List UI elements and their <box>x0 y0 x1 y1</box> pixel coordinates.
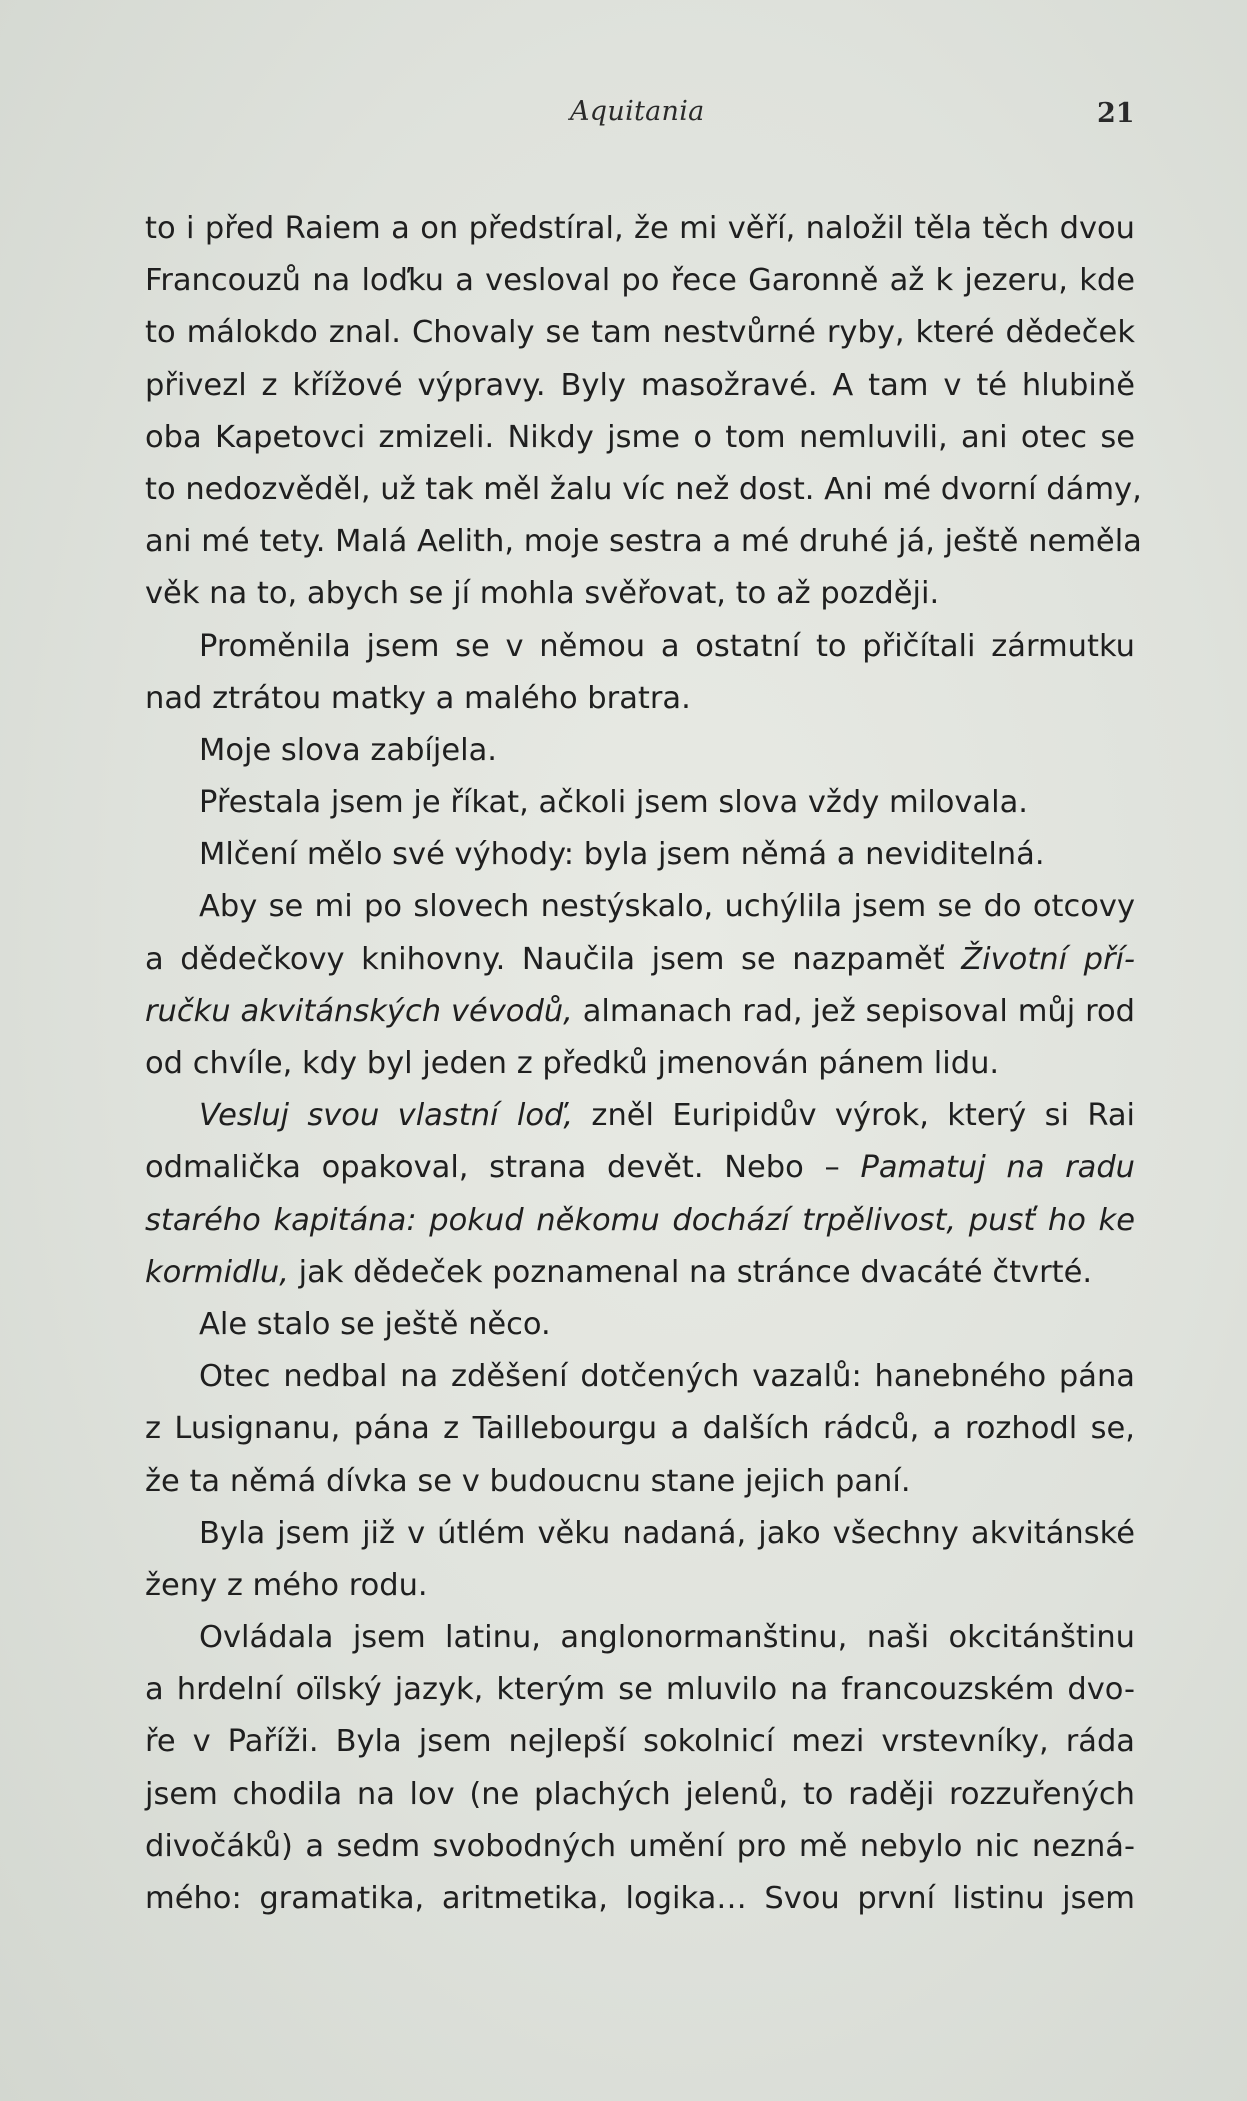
text-line: že ta němá dívka se v budoucnu stane jejich paní. <box>145 1463 911 1499</box>
text-line: to nedozvěděl, už tak měl žalu víc než dost. Ani mé dvorní dámy, <box>145 471 1142 507</box>
text-line: Byla jsem již v útlém věku nadaná, jako všechny akvitánské <box>199 1515 1135 1551</box>
text-line <box>145 1195 1135 1247</box>
text-line: ženy z mého rodu. <box>145 1567 428 1603</box>
text-line: ani mé tety. Malá Aelith, moje sestra a mé druhé já, ještě neměla <box>145 524 1142 560</box>
italic-title: Životní pří- <box>961 941 1135 977</box>
italic-quote: starého kapitána: pokud někomu dochází trpělivost, pusť ho ke <box>145 1202 1135 1238</box>
text-line: to i před Raiem a on předstíral, že mi věří, naložil těla těch dvou <box>145 211 1135 246</box>
text-line: Proměnila jsem se v němou a ostatní to přičítali zármutku <box>199 628 1135 664</box>
text-line: Ovládala jsem latinu, anglonormanštinu, naši okcitánštinu <box>199 1620 1135 1656</box>
text-line: oba Kapetovci zmizeli. Nikdy jsme o tom nemluvili, ani otec se <box>145 419 1135 455</box>
italic-quote: Vesluj svou vlastní loď, <box>199 1098 574 1134</box>
text-line: jsem chodila na lov (ne plachých jelenů, to raději rozzuřených <box>145 1776 1135 1812</box>
text-line: Aby se mi po slovech nestýskalo, uchýlila jsem se do otcovy <box>199 889 1135 925</box>
text-line: přivezl z křížové výpravy. Byly masožravé. A tam v té hlubině <box>145 367 1135 403</box>
running-title: Aquitania <box>570 96 705 127</box>
text-line: Mlčení mělo své výhody: byla jsem němá a neviditelná. <box>199 837 1045 873</box>
text-line: ručku akvitánských vévodů, almanach rad, jež sepisoval můj rod <box>145 993 1135 1029</box>
text-line: nad ztrátou matky a malého bratra. <box>145 680 691 716</box>
running-header <box>0 96 1247 136</box>
text-line: Vesluj svou vlastní loď, zněl Euripidův výrok, který si Rai <box>199 1098 1135 1134</box>
text-line: Moje slova zabíjela. <box>199 732 498 768</box>
text-line: ře v Paříži. Byla jsem nejlepší sokolnicí mezi vrstevníky, ráda <box>145 1724 1135 1760</box>
italic-quote: kormidlu, <box>145 1254 289 1290</box>
text-line: odmalička opakoval, strana devět. Nebo – Pamatuj na radu <box>145 1150 1136 1186</box>
text-line: mého: gramatika, aritmetika, logika… Svou první listinu jsem <box>145 1881 1135 1916</box>
text-line: Přestala jsem je říkat, ačkoli jsem slova vždy milovala. <box>199 785 1028 821</box>
text-line: z Lusignanu, pána z Taillebourgu a dalších rádců, a rozhodl se, <box>145 1411 1135 1447</box>
text-line: Francouzů na loďku a vesloval po řece Garonně až k jezeru, kde <box>145 263 1135 299</box>
italic-title: ručku akvitánských vévodů, <box>145 993 573 1029</box>
text-line: to málokdo znal. Chovaly se tam nestvůrné ryby, které dědeček <box>145 315 1135 351</box>
text-line: od chvíle, kdy byl jeden z předků jmenován pánem lidu. <box>145 1046 1000 1081</box>
text-line: kormidlu, jak dědeček poznamenal na stránce dvacáté čtvrté. <box>145 1254 1093 1290</box>
text-line: a hrdelní oïlský jazyk, kterým se mluvilo na francouzském dvo- <box>145 1672 1135 1708</box>
page-number: 21 <box>1097 98 1135 129</box>
body-text <box>145 203 1142 1925</box>
text-line: věk na to, abych se jí mohla svěřovat, to až později. <box>145 576 940 612</box>
text-line: Ale stalo se ještě něco. <box>199 1306 551 1342</box>
text-line: divočáků) a sedm svobodných umění pro mě nebylo nic nezná- <box>145 1828 1135 1864</box>
italic-quote: Pamatuj na radu <box>860 1150 1136 1186</box>
text-line: Otec nedbal na zděšení dotčených vazalů: hanebného pána <box>199 1359 1135 1395</box>
text-line: a dědečkovy knihovny. Naučila jsem se nazpaměť Životní pří- <box>145 941 1135 977</box>
